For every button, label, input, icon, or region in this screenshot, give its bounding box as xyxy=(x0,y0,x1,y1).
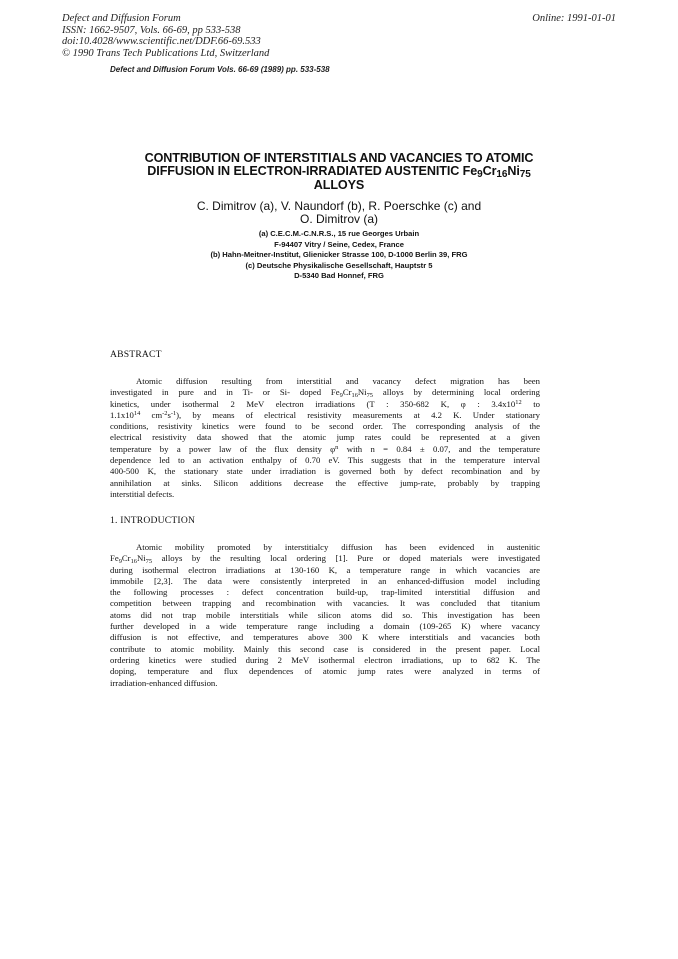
intro-line: the following processes : defect concentration build-up, trap-limited interstitial diffusion and xyxy=(110,587,540,598)
abstract-line: interstitial defects. xyxy=(110,488,175,499)
intro-line: atoms did not trap mobile interstitials while silicon atoms did so. This investigation has been xyxy=(110,609,540,620)
abstract-line: dependence led to an activation enthalpy of 0.70 eV. This suggests that in the temperature interval xyxy=(110,455,540,466)
introduction-heading: 1. INTRODUCTION xyxy=(110,515,196,526)
intro-line: during isothermal electron irradiations at 130-160 K, a temperature range in which vacancies are xyxy=(110,564,540,575)
intro-line: ordering kinetics were studied during 2 MeV isothermal electron irradiations, up to 682 K. The xyxy=(110,654,540,665)
title-line-2: DIFFUSION IN ELECTRON-IRRADIATED AUSTENITIC $Fe_9Cr_{16}Ni_{75}$ xyxy=(147,164,531,181)
authors-line-1: C. Dimitrov (a), V. Naundorf (b), R. Poerschke (c) and xyxy=(196,199,482,213)
abstract-body xyxy=(110,376,540,500)
abstract-line: $1.1x10^{14}$ $cm^{-2}s^{-1}$), by means of electrical resistivity measurements at 4.2 K. Under stationary xyxy=(110,409,540,420)
abstract-line: Atomic diffusion resulting from interstitial and vacancy defect migration has been xyxy=(136,376,540,386)
journal-name: Defect and Diffusion Forum xyxy=(62,13,181,24)
abstract-line: temperature by a power law of the flux density $\varphi^n$ with n = 0.84 ± 0.07, and the temperature xyxy=(110,443,540,454)
introduction-body xyxy=(110,542,540,689)
abstract-line: kinetics, under isothermal 2 MeV electron irradiations (T : 350-682 K, φ : $3.4x10^{12}$ to xyxy=(110,398,541,409)
abstract-line: electrical resistivity data showed that the atomic jump rates could be represented at a given xyxy=(110,432,540,443)
intro-line: $Fe_9Cr_{16}Ni_{75}$ alloys by the resulting local ordering [1]. Pure or doped materials were investigated xyxy=(110,553,540,566)
title-line-3: ALLOYS xyxy=(313,177,365,192)
affiliation-line: F-94407 Vitry / Seine, Cedex, France xyxy=(274,239,404,249)
issn-line: ISSN: 1662-9507, Vols. 66-69, pp 533-538 xyxy=(62,24,241,36)
affiliation-line: (b) Hahn-Meitner-Institut, Glienicker Strasse 100, D-1000 Berlin 39, FRG xyxy=(210,250,468,260)
authors-line-2: O. Dimitrov (a) xyxy=(300,212,378,226)
abstract-line: investigated in pure and in Ti- or Si- doped $Fe_9Cr_{16}Ni_{75}$ alloys by determining local ordering xyxy=(110,387,540,400)
running-head: Defect and Diffusion Forum Vols. 66-69 (1989) pp. 533-538 xyxy=(110,65,330,74)
intro-line: contribute to atomic mobility. Mainly this second case is considered in the present paper. Local xyxy=(110,643,540,654)
intro-line: immobile [2,3]. The data were consistently interpreted in an enhanced-diffusion model including xyxy=(110,575,540,586)
abstract-line: annihilation at sinks. Silicon additions decrease the effective jump-rate, probably by trapping xyxy=(110,477,540,488)
affiliation-line: (c) Deutsche Physikalische Gesellschaft, Hauptstr 5 xyxy=(245,260,433,270)
affiliation-line: (a) C.E.C.M.-C.N.R.S., 15 rue Georges Urbain xyxy=(258,229,420,238)
paper-title xyxy=(110,152,568,192)
intro-line: competition between trapping and recombination with vacancies. It was concluded that titanium xyxy=(110,598,540,609)
affiliation-line: D-5340 Bad Honnef, FRG xyxy=(294,271,384,281)
title-line-1: CONTRIBUTION OF INTERSTITIALS AND VACANCIES TO ATOMIC xyxy=(144,151,534,165)
copyright-line: © 1990 Trans Tech Publications Ltd, Switzerland xyxy=(62,47,270,59)
intro-line: Atomic mobility promoted by interstitialcy diffusion has been evidenced in austenitic xyxy=(136,542,540,552)
affiliations xyxy=(110,229,568,282)
intro-line: diffusion is not effective, and temperatures above 300 K where interstitials and vacancies both xyxy=(110,632,540,643)
intro-line: doping, temperature and flux dependences of atomic jump rates were analyzed in terms of xyxy=(110,666,540,677)
online-date: Online: 1991-01-01 xyxy=(532,13,616,24)
author-list xyxy=(110,200,568,226)
abstract-line: conditions, resistivity kinetics were found to be second order. The corresponding analysis of the xyxy=(110,421,540,432)
intro-line: irradiation-enhanced diffusion. xyxy=(110,677,218,688)
intro-line: further developed in a wide temperature range including a domain (109-265 K) where vacancy xyxy=(110,621,540,632)
doi-line[interactable]: doi:10.4028/www.scientific.net/DDF.66-69.533 xyxy=(62,36,261,48)
journal-header xyxy=(62,13,269,59)
abstract-line: 400-500 K, the stationary state under irradiation is governed both by defect recombination and by xyxy=(110,466,540,477)
abstract-heading: ABSTRACT xyxy=(110,349,162,360)
